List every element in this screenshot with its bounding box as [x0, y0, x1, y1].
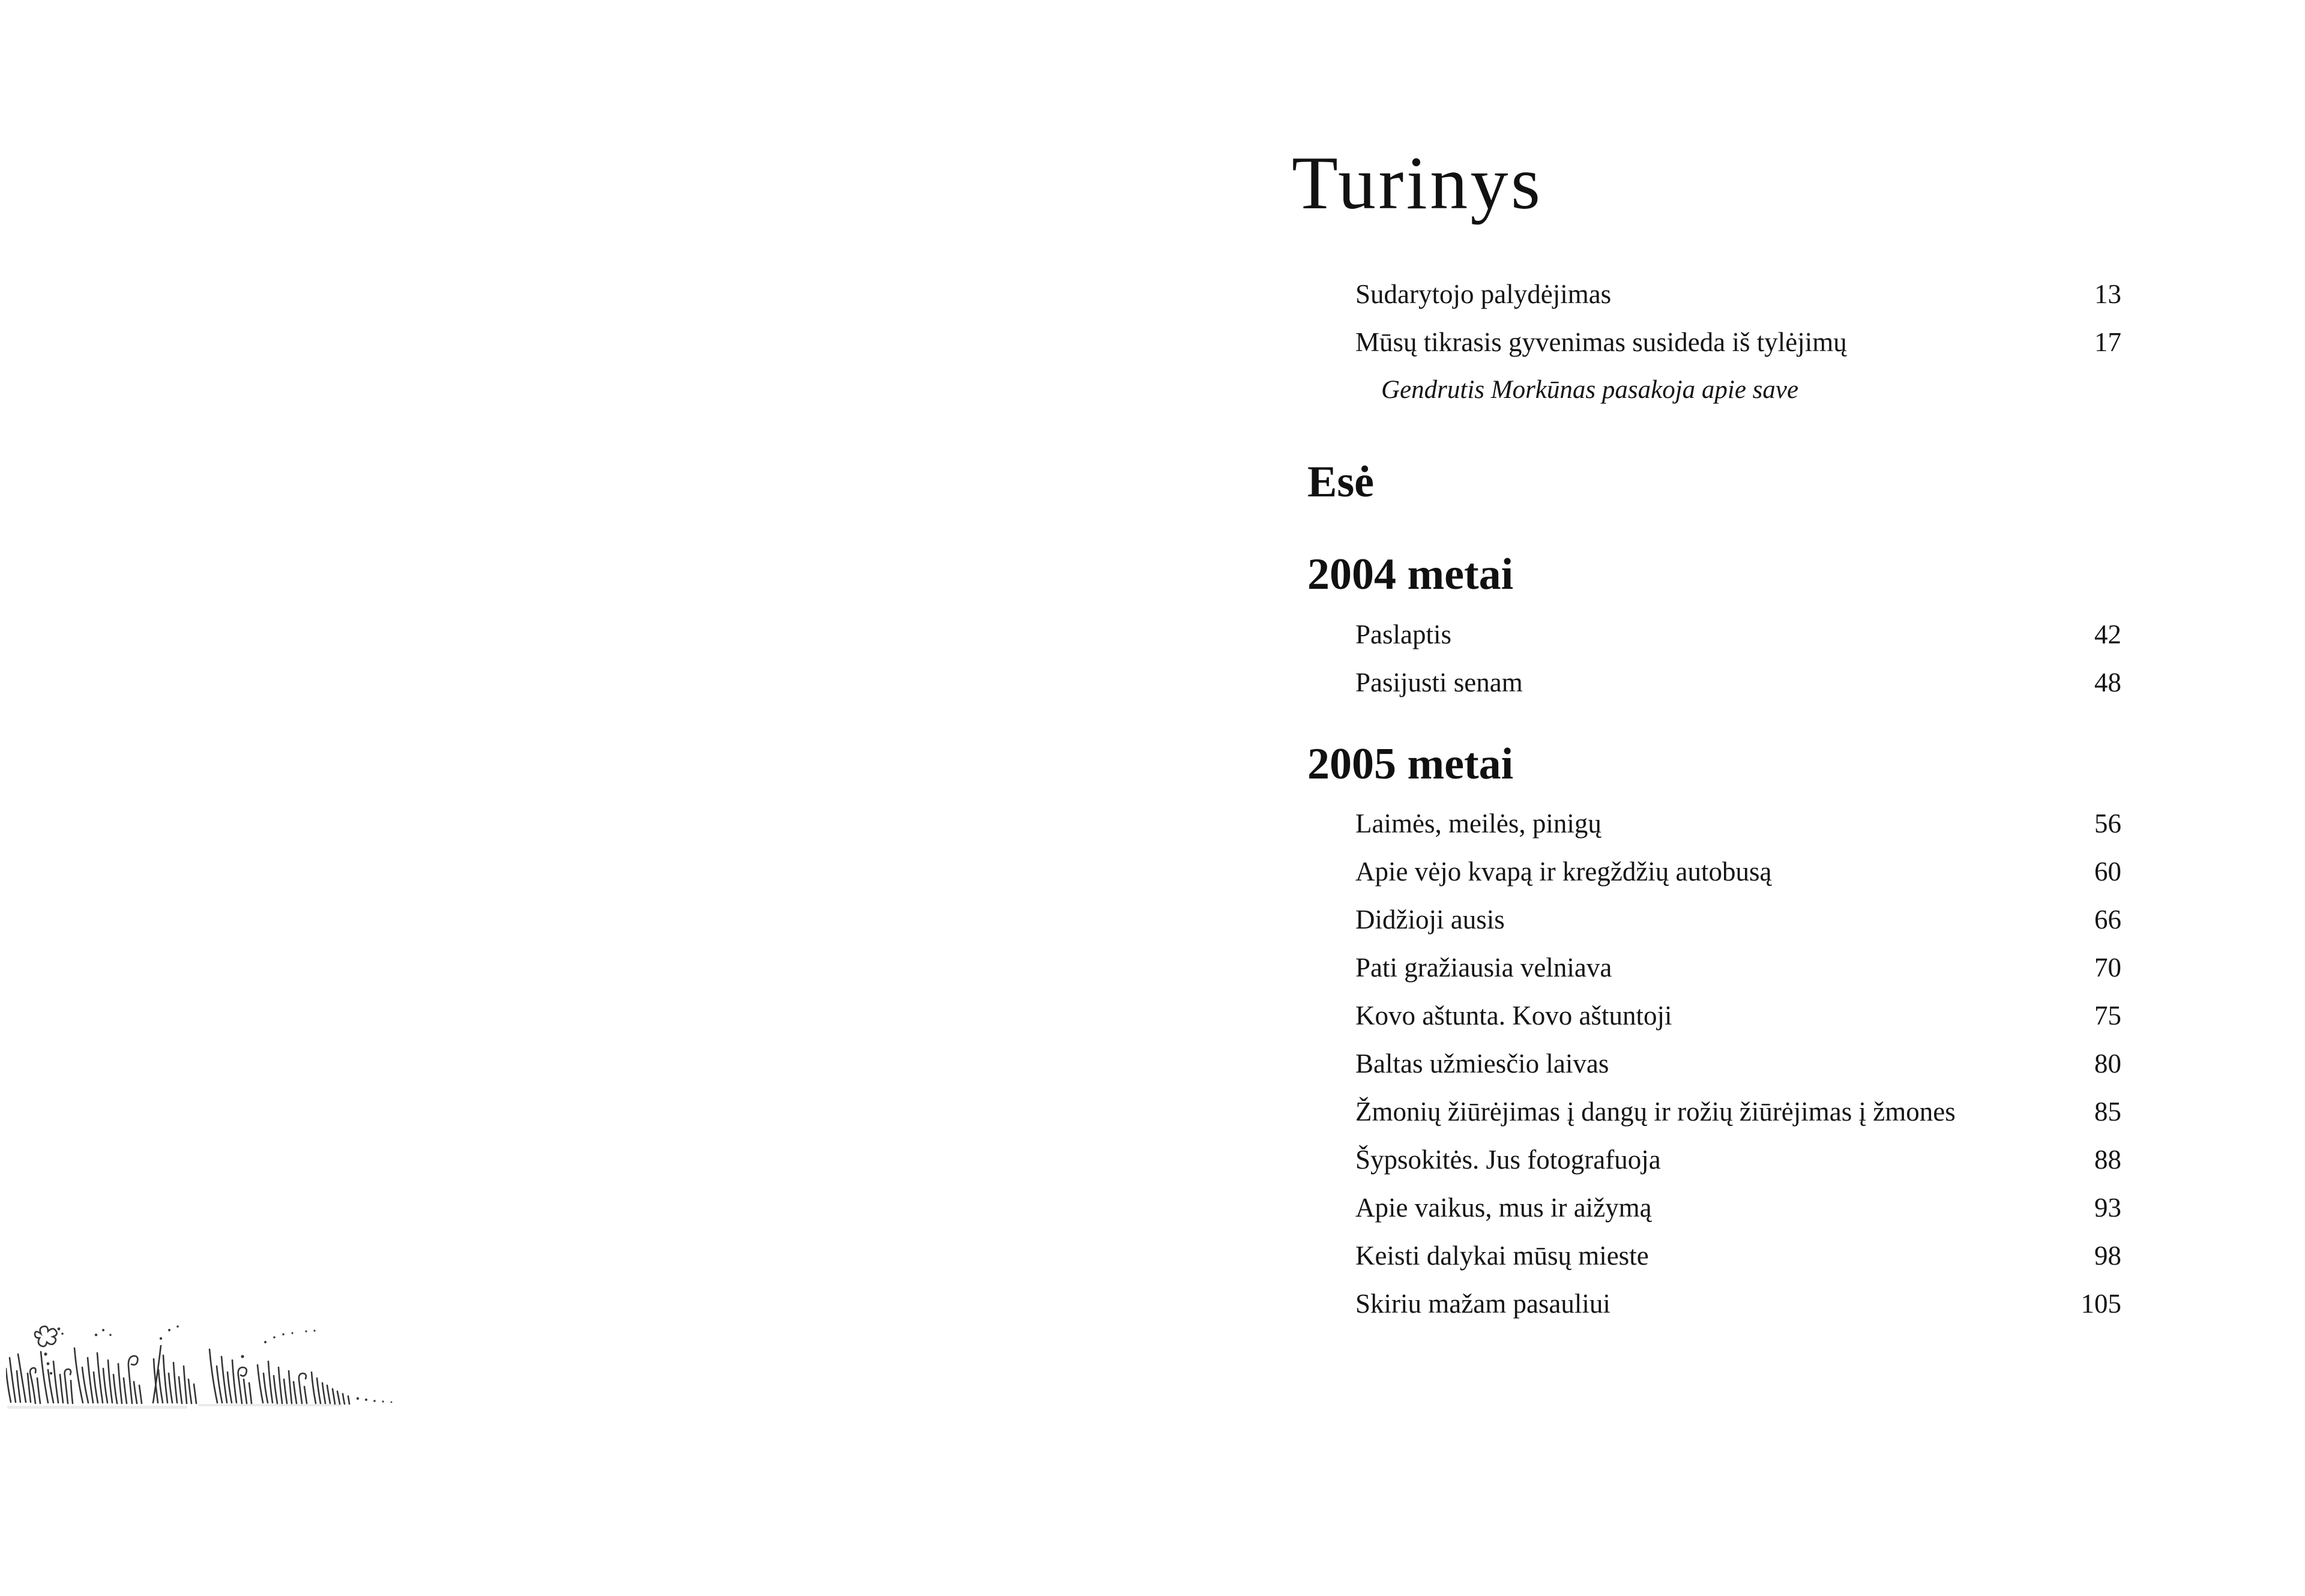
toc-entry-label: Pati gražiausia velniava [1355, 953, 1612, 983]
grass-sketch-illustration [6, 1318, 414, 1414]
toc-entry-page-number: 60 [2094, 857, 2121, 887]
toc-entry-label: Skiriu mažam pasauliui [1355, 1289, 1610, 1319]
toc-entry-label: Žmonių žiūrėjimas į dangų ir rožių žiūrėjimas į žmones [1355, 1097, 1956, 1127]
page-title: Turinys [1292, 142, 1543, 225]
toc-entry-subtitle-label: Gendrutis Morkūnas pasakoja apie save [1381, 376, 1799, 404]
table-of-contents [1307, 270, 2121, 1328]
toc-entry [1355, 1088, 2121, 1136]
toc-entry-label: Apie vėjo kvapą ir kregždžių autobusą [1355, 857, 1772, 887]
section-heading-2004: 2004 metai [1307, 550, 1514, 599]
toc-entry-subtitle [1355, 366, 2121, 414]
toc-entry [1355, 896, 2121, 944]
toc-entry-page-number: 105 [2081, 1289, 2121, 1319]
toc-entry [1355, 944, 2121, 992]
toc-entry-page-number: 98 [2094, 1241, 2121, 1271]
toc-entry-page-number: 17 [2094, 327, 2121, 357]
toc-entry-page-number: 13 [2094, 279, 2121, 309]
toc-entry [1355, 1280, 2121, 1328]
toc-entry-label: Keisti dalykai mūsų mieste [1355, 1241, 1649, 1271]
toc-entry [1355, 800, 2121, 848]
toc-entry-page-number: 75 [2094, 1001, 2121, 1031]
toc-entry [1355, 658, 2121, 706]
toc-entry-label: Pasijusti senam [1355, 667, 1523, 697]
toc-entry [1355, 1136, 2121, 1184]
toc-entry-label: Laimės, meilės, pinigų [1355, 809, 1601, 839]
section-heading-2005: 2005 metai [1307, 739, 1514, 789]
toc-entry-page-number: 48 [2094, 667, 2121, 697]
toc-entry [1355, 1184, 2121, 1232]
toc-entry-label: Sudarytojo palydėjimas [1355, 279, 1612, 309]
toc-entry-label: Kovo aštunta. Kovo aštuntoji [1355, 1001, 1672, 1031]
section-heading-ese: Esė [1307, 457, 1374, 507]
toc-entry-page-number: 85 [2094, 1097, 2121, 1127]
toc-entry-page-number: 56 [2094, 809, 2121, 839]
toc-entry [1355, 992, 2121, 1040]
toc-entry [1355, 270, 2121, 318]
toc-entry-label: Apie vaikus, mus ir aižymą [1355, 1193, 1652, 1223]
toc-entry-label: Didžioji ausis [1355, 905, 1505, 935]
toc-entry-label: Šypsokitės. Jus fotografuoja [1355, 1145, 1661, 1175]
toc-entry [1355, 1232, 2121, 1280]
toc-entry-page-number: 93 [2094, 1193, 2121, 1223]
toc-entry [1355, 610, 2121, 658]
toc-entry-page-number: 42 [2094, 619, 2121, 649]
toc-entry-label: Paslaptis [1355, 619, 1452, 649]
toc-entry [1355, 848, 2121, 896]
toc-entry-page-number: 88 [2094, 1145, 2121, 1175]
toc-entry-label: Mūsų tikrasis gyvenimas susideda iš tylėjimų [1355, 327, 1847, 357]
toc-entry [1355, 318, 2121, 366]
toc-entry-page-number: 80 [2094, 1049, 2121, 1079]
toc-entry [1355, 1040, 2121, 1088]
toc-entry-page-number: 70 [2094, 953, 2121, 983]
toc-entry-page-number: 66 [2094, 905, 2121, 935]
toc-entry-label: Baltas užmiesčio laivas [1355, 1049, 1609, 1079]
